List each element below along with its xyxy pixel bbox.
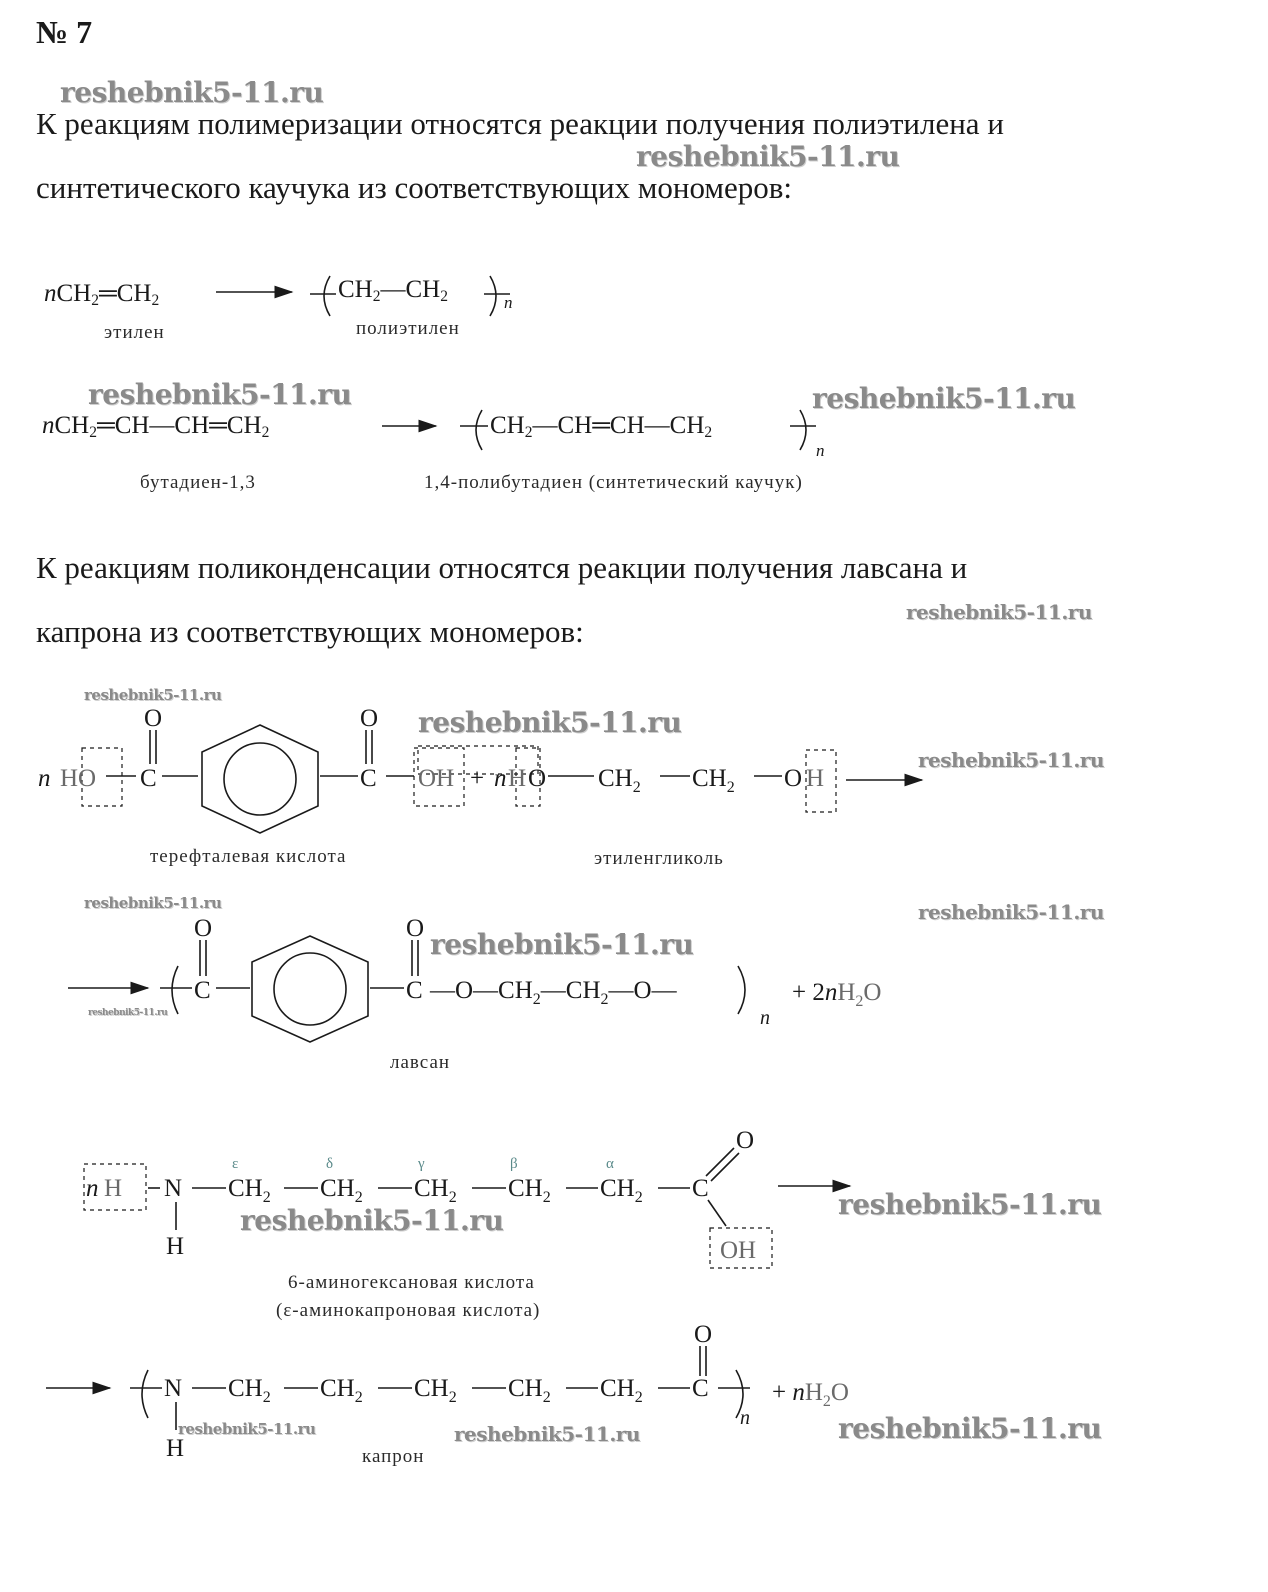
butadiene-caption: бутадиен-1,3 xyxy=(140,472,256,493)
water-term: + $nH_2O$ xyxy=(772,1379,849,1410)
atom-O: O xyxy=(694,1321,713,1348)
subscript-n: n xyxy=(760,1007,770,1029)
benzene-circle-2 xyxy=(274,953,346,1025)
watermark: reshebnik5-11.ru xyxy=(838,1412,1102,1445)
atom-N: N xyxy=(164,1375,183,1402)
group-CH2: $CH_2$ xyxy=(320,1375,363,1406)
watermark: reshebnik5-11.ru xyxy=(812,382,1076,415)
atom-C: C xyxy=(406,977,423,1004)
polyethylene-formula: $CH_2—CH_2$ xyxy=(338,276,448,305)
terephthalic-acid-caption: терефталевая кислота xyxy=(150,846,347,867)
group-CH2: $CH_2$ xyxy=(692,765,735,796)
aminoacid-caption-2: (ε-аминокапроновая кислота) xyxy=(276,1300,541,1321)
group-CH2: $CH_2$ xyxy=(414,1175,457,1206)
group-CH2: $CH_2$ xyxy=(320,1175,363,1206)
ethylene-caption: этилен xyxy=(104,322,165,343)
polybutadiene-formula: $CH_2—CH═CH—CH_2$ xyxy=(490,412,713,441)
benzene-circle-1 xyxy=(224,743,296,815)
chain-lavsan: $—O—CH_2—CH_2—O—$ xyxy=(430,977,677,1008)
atom-OH: OH xyxy=(418,765,455,792)
atom-H: H xyxy=(508,765,527,792)
atom-N: N xyxy=(164,1175,183,1202)
atom-C: C xyxy=(194,977,211,1004)
butadiene-formula: $nCH_2═CH—CH═CH_2$ xyxy=(42,412,270,441)
watermark: reshebnik5-11.ru xyxy=(88,378,352,411)
watermark: reshebnik5-11.ru xyxy=(430,928,694,961)
label-alpha: α xyxy=(606,1156,614,1172)
atom-O: O xyxy=(528,765,547,792)
watermark: reshebnik5-11.ru xyxy=(240,1204,504,1237)
atom-O: O xyxy=(736,1127,755,1154)
watermark: reshebnik5-11.ru xyxy=(838,1188,1102,1221)
watermark: reshebnik5-11.ru xyxy=(60,76,324,109)
group-CH2: $CH_2$ xyxy=(414,1375,457,1406)
paragraph-1-line-1: К реакциям полимеризации относятся реакции получения полиэтилена и xyxy=(36,106,1004,141)
group-CH2: $CH_2$ xyxy=(228,1375,271,1406)
label-gamma: γ xyxy=(418,1156,425,1172)
atom-H: H xyxy=(104,1175,123,1202)
bracket-left xyxy=(324,276,330,316)
atom-C: C xyxy=(692,1375,709,1402)
paragraph-1-line-2: синтетического каучука из соответствующих мономеров: xyxy=(36,170,793,205)
kapron-caption: капрон xyxy=(362,1446,425,1467)
watermark: reshebnik5-11.ru xyxy=(84,894,222,912)
bracket-right xyxy=(800,410,806,450)
atom-HO: HO xyxy=(60,765,97,792)
coefficient-n: n xyxy=(38,765,51,792)
polyethylene-caption: полиэтилен xyxy=(356,318,460,339)
aminoacid-caption-1: 6-аминогексановая кислота xyxy=(288,1272,535,1293)
atom-C: C xyxy=(360,765,377,792)
atom-O: O xyxy=(360,705,379,732)
atom-H: H xyxy=(166,1233,185,1260)
label-beta: β xyxy=(510,1156,518,1172)
water-term: + $2nH_2O$ xyxy=(792,979,882,1010)
atom-O: O xyxy=(784,765,803,792)
atom-H: H xyxy=(806,765,825,792)
subscript-n: n xyxy=(740,1407,750,1429)
group-CH2: $CH_2$ xyxy=(228,1175,271,1206)
group-CH2: $CH_2$ xyxy=(600,1175,643,1206)
atom-O: O xyxy=(406,915,425,942)
watermark: reshebnik5-11.ru xyxy=(636,140,900,173)
bracket-left xyxy=(142,1370,148,1418)
atom-O: O xyxy=(194,915,213,942)
paragraph-2-line-1: К реакциям поликонденсации относятся реакции получения лавсана и xyxy=(36,550,968,585)
watermark: reshebnik5-11.ru xyxy=(906,600,1092,624)
watermark: reshebnik5-11.ru xyxy=(454,1422,640,1446)
group-CH2: $CH_2$ xyxy=(508,1175,551,1206)
bracket-right xyxy=(490,276,496,316)
watermark: reshebnik5-11.ru xyxy=(918,900,1104,924)
problem-number: № 7 xyxy=(36,14,93,50)
group-CH2: $CH_2$ xyxy=(598,765,641,796)
bracket-left xyxy=(172,966,178,1014)
bond xyxy=(708,1200,726,1226)
bracket-right xyxy=(738,966,745,1014)
paragraph-2-line-2: капрона из соответствующих мономеров: xyxy=(36,614,584,649)
atom-O: O xyxy=(144,705,163,732)
group-CH2: $CH_2$ xyxy=(600,1375,643,1406)
watermark: reshebnik5-11.ru xyxy=(84,686,222,704)
atom-H: H xyxy=(166,1435,185,1462)
atom-C: C xyxy=(140,765,157,792)
coefficient-n: n xyxy=(86,1175,99,1202)
atom-C: C xyxy=(692,1175,709,1202)
subscript-n: n xyxy=(504,293,513,312)
ethylene-formula: $nCH_2═CH_2$ xyxy=(44,280,160,309)
group-CH2: $CH_2$ xyxy=(508,1375,551,1406)
bracket-left xyxy=(476,410,482,450)
subscript-n: n xyxy=(816,441,825,460)
lavsan-caption: лавсан xyxy=(390,1052,451,1073)
label-delta: δ xyxy=(326,1156,334,1172)
label-epsilon: ε xyxy=(232,1156,239,1172)
benzene-ring-1 xyxy=(202,725,318,833)
ethylene-glycol-caption: этиленгликоль xyxy=(594,848,724,869)
benzene-ring-2 xyxy=(252,936,368,1042)
watermark: reshebnik5-11.ru xyxy=(88,1008,168,1018)
polybutadiene-caption: 1,4-полибутадиен (синтетический каучук) xyxy=(424,472,803,493)
watermark: reshebnik5-11.ru xyxy=(918,748,1104,772)
coefficient-n: n xyxy=(494,765,507,792)
plus: + xyxy=(470,765,485,792)
watermark: reshebnik5-11.ru xyxy=(178,1420,316,1438)
atom-OH: OH xyxy=(720,1237,757,1264)
watermark: reshebnik5-11.ru xyxy=(418,706,682,739)
